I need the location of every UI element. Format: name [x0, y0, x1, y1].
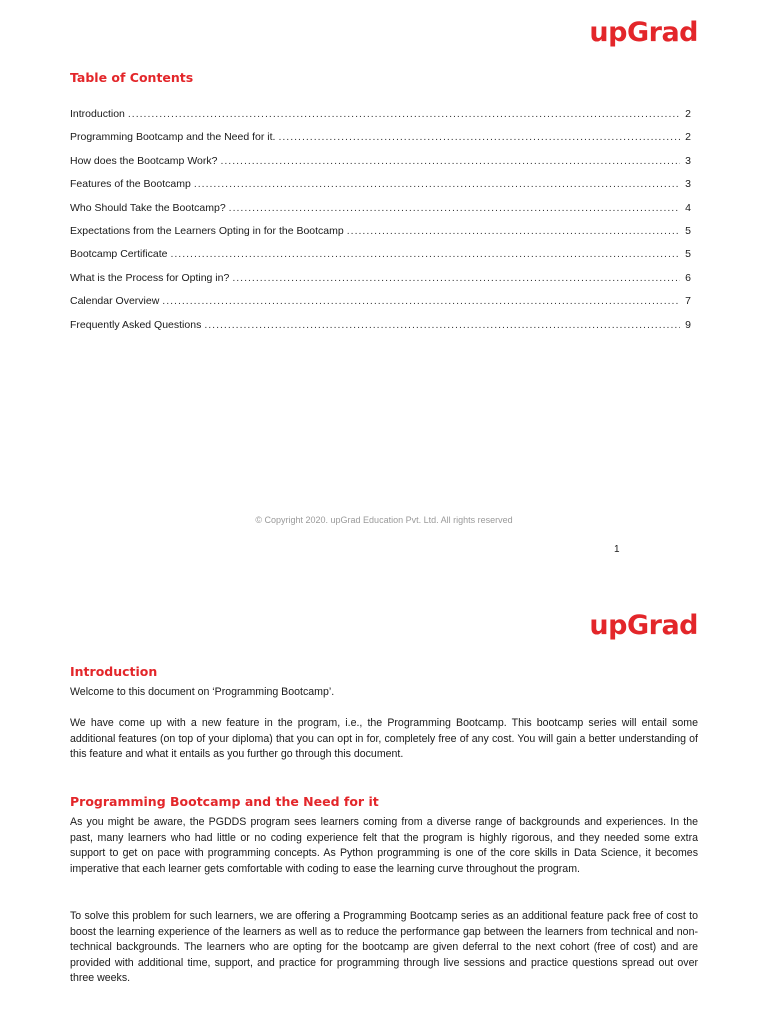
page-number: 1: [614, 544, 620, 555]
leader-dots: [128, 108, 680, 120]
toc-entry[interactable]: [70, 178, 691, 201]
toc-entry-page: 3: [685, 178, 691, 191]
leader-dots: [229, 202, 680, 214]
toc-entry[interactable]: [70, 225, 691, 248]
toc-entry[interactable]: [70, 319, 691, 342]
toc-entry[interactable]: [70, 272, 691, 295]
toc-entry-page: 2: [685, 131, 691, 144]
leader-dots: [162, 295, 680, 307]
leader-dots: [204, 319, 680, 331]
toc-entry-title[interactable]: Who Should Take the Bootcamp?: [70, 201, 226, 214]
upgrad-logo: upGrad: [589, 17, 698, 48]
toc-entry[interactable]: [70, 202, 691, 225]
toc-entry[interactable]: [70, 155, 691, 178]
toc-entry-page: 5: [685, 248, 691, 261]
copyright-footer: © Copyright 2020. upGrad Education Pvt. Ltd. All rights reserved: [255, 515, 513, 525]
toc-entry[interactable]: [70, 108, 691, 131]
toc-entry-title[interactable]: Features of the Bootcamp: [70, 178, 191, 191]
leader-dots: [232, 272, 680, 284]
toc-entry[interactable]: [70, 295, 691, 318]
section-heading-introduction: Introduction: [70, 664, 158, 679]
toc-entry-page: 6: [685, 271, 691, 284]
intro-paragraph: Welcome to this document on ‘Programming Bootcamp’.: [70, 686, 335, 698]
upgrad-logo: upGrad: [589, 610, 698, 641]
intro-paragraph: We have come up with a new feature in the program, i.e., the Programming Bootcamp. This bootcamp series will entail some additional features (on top of your diploma) that you can opt in for, completely free of any cost. You will gain a better understanding of this feature and what it entails as you further go through this document.: [70, 717, 698, 761]
toc-entry-title[interactable]: Bootcamp Certificate: [70, 248, 168, 261]
bootcamp-paragraph: As you might be aware, the PGDDS program sees learners coming from a diverse range of backgrounds and experiences. In the past, many learners who had little or no coding experience felt that the program is highly rigorous, and they needed some extra support to get on pace with programming concepts. As Python programming is one of the core skills in Data Science, it becomes imperative that each learner gets comfortable with coding to ease the learning curve throughout the program.: [70, 816, 698, 875]
toc-entry-title[interactable]: Introduction: [70, 108, 125, 120]
toc-entry-page: 7: [685, 295, 691, 308]
leader-dots: [170, 248, 680, 260]
table-of-contents: [70, 108, 691, 342]
leader-dots: [220, 155, 680, 167]
toc-entry[interactable]: [70, 131, 691, 154]
toc-entry[interactable]: [70, 248, 691, 271]
leader-dots: [194, 178, 680, 190]
toc-entry-title[interactable]: How does the Bootcamp Work?: [70, 154, 218, 167]
toc-entry-page: 5: [685, 224, 691, 237]
bootcamp-paragraph: To solve this problem for such learners, we are offering a Programming Bootcamp series as an additional feature pack free of cost to boost the learning experience of the learners as well as to reduce the performance gap between the learners from technical and non-technical backgrounds. The learners who are opting for the bootcamp are given deferral to the next cohort (free of cost) and are provided with additional time, support, and practice for programming through live sessions and practice questions spread out over three weeks.: [70, 910, 698, 985]
toc-title: Table of Contents: [70, 70, 194, 85]
section-heading-bootcamp-need: Programming Bootcamp and the Need for it: [70, 794, 379, 809]
toc-entry-title[interactable]: Calendar Overview: [70, 295, 160, 308]
toc-entry-page: 9: [685, 318, 691, 331]
leader-dots: [278, 131, 680, 143]
leader-dots: [347, 225, 680, 237]
toc-entry-title[interactable]: Programming Bootcamp and the Need for it.: [70, 131, 276, 144]
toc-entry-page: 3: [685, 154, 691, 167]
toc-entry-title[interactable]: Expectations from the Learners Opting in for the Bootcamp: [70, 224, 344, 237]
toc-entry-title[interactable]: What is the Process for Opting in?: [70, 271, 230, 284]
toc-entry-page: 4: [685, 201, 691, 214]
toc-entry-title[interactable]: Frequently Asked Questions: [70, 318, 202, 331]
toc-entry-page: 2: [685, 108, 691, 120]
